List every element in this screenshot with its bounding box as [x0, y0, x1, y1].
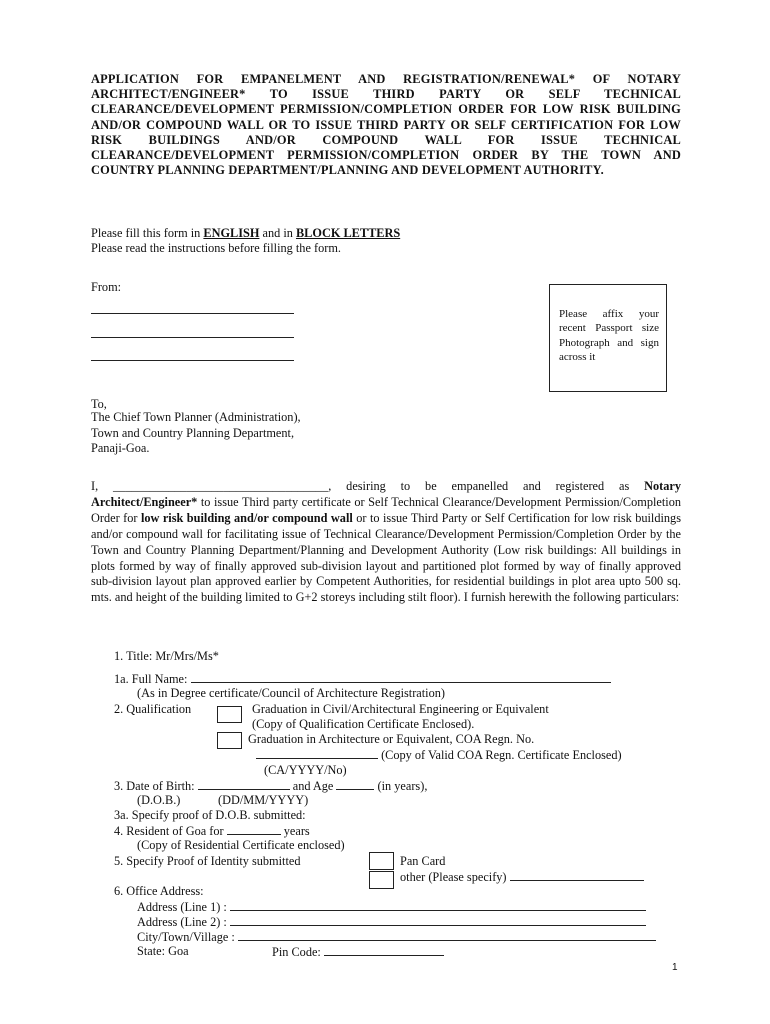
qualification-option-2: Graduation in Architecture or Equivalent, COA Regn. No. — [248, 732, 535, 746]
declaration-i: I, — [91, 479, 114, 493]
coa-regn-row — [256, 747, 622, 763]
identity-checkbox-pan[interactable] — [369, 852, 394, 870]
instruction-line-2: Please read the instructions before filling the form. — [91, 241, 341, 255]
address-line-1-label: Address (Line 1) : — [137, 900, 230, 914]
pin-code-blank[interactable] — [324, 944, 444, 956]
qualification-checkbox-architecture[interactable] — [217, 732, 242, 749]
identity-checkbox-other[interactable] — [369, 871, 394, 889]
field-date-of-birth — [114, 778, 427, 794]
field-dob-proof: 3a. Specify proof of D.O.B. submitted: — [114, 808, 306, 822]
full-name-note: (As in Degree certificate/Council of Architecture Registration) — [137, 686, 445, 700]
qualification-option-1-note: (Copy of Qualification Certificate Enclosed). — [252, 717, 475, 731]
address-line-2-label: Address (Line 2) : — [137, 915, 230, 929]
applicant-name-blank[interactable]: ___________________________________ — [113, 479, 329, 493]
to-address-line-1: The Chief Town Planner (Administration), — [91, 410, 301, 424]
coa-format-hint: (CA/YYYY/No) — [264, 763, 347, 777]
address-line-2-blank[interactable] — [230, 914, 646, 926]
from-line-3[interactable] — [91, 360, 294, 361]
dob-abbrev: (D.O.B.) — [137, 793, 181, 807]
qualification-option-2-note: (Copy of Valid COA Regn. Certificate Enclosed) — [378, 748, 622, 762]
age-blank[interactable] — [336, 778, 374, 790]
from-line-1[interactable] — [91, 313, 294, 314]
address-line-1-blank[interactable] — [230, 899, 646, 911]
english-emphasis: ENGLISH — [203, 226, 260, 240]
coa-regn-blank[interactable] — [256, 747, 378, 759]
address-line-2-row — [137, 914, 646, 930]
state-label: State: Goa — [137, 944, 189, 958]
declaration-text: to issue Third party certificate or Self Technical Clearance/Development Permission/Completion Order for — [91, 494, 681, 525]
age-label: and Age — [289, 779, 337, 793]
from-label: From: — [91, 280, 122, 294]
photo-box[interactable] — [549, 284, 667, 392]
identity-other-label: other (Please specify) — [400, 870, 510, 884]
field-office-address: 6. Office Address: — [114, 884, 204, 898]
identity-option-pan: Pan Card — [400, 854, 446, 868]
full-name-label: 1a. Full Name: — [114, 672, 191, 686]
qualification-option-1: Graduation in Civil/Architectural Engineering or Equivalent — [252, 702, 549, 716]
city-label: City/Town/Village : — [137, 930, 238, 944]
resident-unit: years — [280, 824, 310, 838]
address-line-1-row — [137, 899, 646, 915]
from-line-2[interactable] — [91, 337, 294, 338]
form-title: APPLICATION FOR EMPANELMENT AND REGISTRATION/RENEWAL* OF NOTARY ARCHITECT/ENGINEER* TO ISSUE THIRD PARTY OR SELF TECHNICAL CLEARANCE/DEVELOPMENT PERMISSION/COMPLETION ORDER FOR LOW RISK BUILDING AND/OR COMPOUND WALL OR TO ISSUE THIRD PARTY OR SELF CERTIFICATION FOR LOW RISK BUILDINGS AND/OR COMPOUND WALL FOR ISSUE TECHNICAL CLEARANCE/DEVELOPMENT PERMISSION/COMPLETION ORDER BY THE TOWN AND COUNTRY PLANNING DEPARTMENT/PLANNING AND DEVELOPMENT AUTHORITY. — [91, 72, 681, 178]
resident-label: 4. Resident of Goa for — [114, 824, 227, 838]
notary-emphasis: Notary Architect/Engineer* — [91, 479, 681, 509]
instruction-text: and in — [259, 226, 296, 240]
city-row — [137, 929, 656, 945]
identity-option-other — [400, 869, 644, 885]
to-address-line-2: Town and Country Planning Department, — [91, 426, 295, 440]
resident-years-blank[interactable] — [227, 823, 281, 835]
to-label: To, — [91, 397, 107, 411]
field-resident-goa — [114, 823, 310, 839]
declaration-text: , desiring to be empanelled and registered as — [328, 479, 645, 493]
page-number: 1 — [672, 962, 678, 973]
declaration-paragraph — [91, 479, 681, 606]
age-unit: (in years), — [374, 779, 428, 793]
block-letters-emphasis: BLOCK LETTERS — [295, 226, 401, 240]
field-identity-proof: 5. Specify Proof of Identity submitted — [114, 854, 301, 868]
field-title: 1. Title: Mr/Mrs/Ms* — [114, 649, 219, 663]
dob-label: 3. Date of Birth: — [114, 779, 198, 793]
pin-code-row — [272, 944, 444, 960]
instruction-line-1 — [91, 226, 400, 241]
dob-format-hint: (DD/MM/YYYY) — [218, 793, 309, 807]
to-address-line-3: Panaji-Goa. — [91, 441, 150, 455]
full-name-blank[interactable] — [191, 671, 611, 683]
qualification-checkbox-engineering[interactable] — [217, 706, 242, 723]
instruction-text: Please fill this form in — [91, 226, 204, 240]
city-blank[interactable] — [238, 929, 656, 941]
identity-other-blank[interactable] — [510, 869, 644, 881]
pin-code-label: Pin Code: — [272, 945, 324, 959]
declaration-text: or to issue Third Party or Self Certification for low risk buildings and/or compound wall for facilitating issue of Technical Clearance/Development Permission/Completion Order by the Town and Country Planning Department/Planning and Development Authority (Low risk buildings: All buildings in plots formed by way of finally approved sub-division layout and partitioned plot formed by way of finally approved sub-division layout plan approved earlier by Competent Authorities, for residential buildings in plot area upto 500 sq. mts. and height of the building limited to G+2 storeys including stilt floor). I furnish herewith the following particulars: — [91, 510, 681, 605]
low-risk-emphasis: low risk building and/or compound wall — [140, 510, 353, 525]
resident-note: (Copy of Residential Certificate enclosed) — [137, 838, 345, 852]
dob-blank[interactable] — [198, 778, 290, 790]
field-full-name — [114, 671, 611, 687]
field-qualification: 2. Qualification — [114, 702, 192, 716]
photo-instructions: Please affix your recent Passport size Photograph and sign across it — [559, 308, 659, 364]
